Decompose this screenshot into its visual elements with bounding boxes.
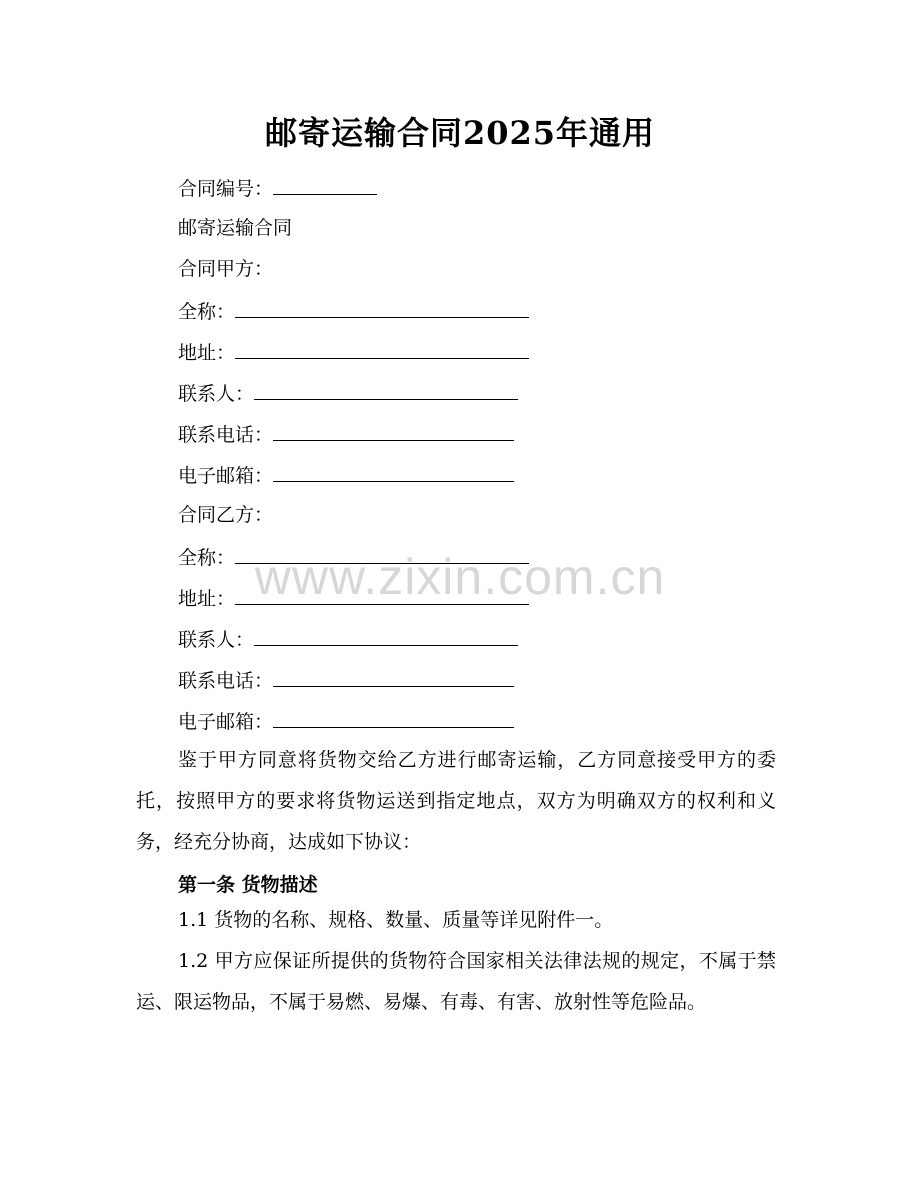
contract-number-label: 合同编号： [178, 178, 274, 200]
party-b-full-name-blank [235, 543, 529, 564]
party-b-contact-blank [254, 625, 518, 646]
contract-name: 邮寄运输合同 [178, 217, 293, 239]
party-a-email-blank [273, 461, 514, 482]
party-b-full-name-line [178, 543, 529, 571]
party-a-full-name-line [178, 297, 529, 325]
party-a-address-blank [235, 338, 529, 359]
party-b-address-blank [235, 584, 529, 605]
party-a-address-label: 地址： [178, 342, 236, 364]
party-a-contact-line [178, 379, 518, 407]
watermark: www.zixin.com.cn [254, 549, 666, 605]
clause-1-1: 1.1 货物的名称、规格、数量、质量等详见附件一。 [178, 909, 614, 931]
document-title: 邮寄运输合同2025年通用 [264, 114, 656, 152]
party-b-email-label: 电子邮箱： [178, 711, 274, 733]
party-b-contact-label: 联系人： [178, 629, 255, 651]
party-b-address-line [178, 584, 529, 612]
party-a-phone-line [178, 420, 514, 448]
party-a-full-name-blank [235, 297, 529, 318]
contract-number-blank [273, 174, 377, 195]
party-a-email-line [178, 461, 514, 489]
party-a-email-label: 电子邮箱： [178, 465, 274, 487]
party-a-phone-blank [273, 420, 514, 441]
preamble-paragraph: 鉴于甲方同意将货物交给乙方进行邮寄运输，乙方同意接受甲方的委托，按照甲方的要求将货物运送到指定地点，双方为明确双方的权利和义务，经充分协商，达成如下协议： [136, 749, 776, 853]
party-b-full-name-label: 全称： [178, 547, 236, 569]
party-b-phone-line [178, 666, 514, 694]
party-a-contact-blank [254, 379, 518, 400]
party-b-email-line [178, 707, 514, 735]
party-a-contact-label: 联系人： [178, 383, 255, 405]
party-a-address-line [178, 338, 529, 366]
party-b-email-blank [273, 707, 514, 728]
party-b-heading: 合同乙方： [178, 504, 274, 526]
party-b-phone-label: 联系电话： [178, 670, 274, 692]
party-a-phone-label: 联系电话： [178, 424, 274, 446]
party-b-contact-line [178, 625, 518, 653]
party-a-full-name-label: 全称： [178, 301, 236, 323]
clause-1-2: 1.2 甲方应保证所提供的货物符合国家相关法律法规的规定，不属于禁运、限运物品，不属于易燃、易爆、有毒、有害、放射性等危险品。 [136, 950, 776, 1013]
party-b-phone-blank [273, 666, 514, 687]
party-a-heading: 合同甲方： [178, 258, 274, 280]
article-1-heading: 第一条 货物描述 [178, 874, 318, 896]
contract-number-line [178, 174, 377, 202]
party-b-address-label: 地址： [178, 588, 236, 610]
